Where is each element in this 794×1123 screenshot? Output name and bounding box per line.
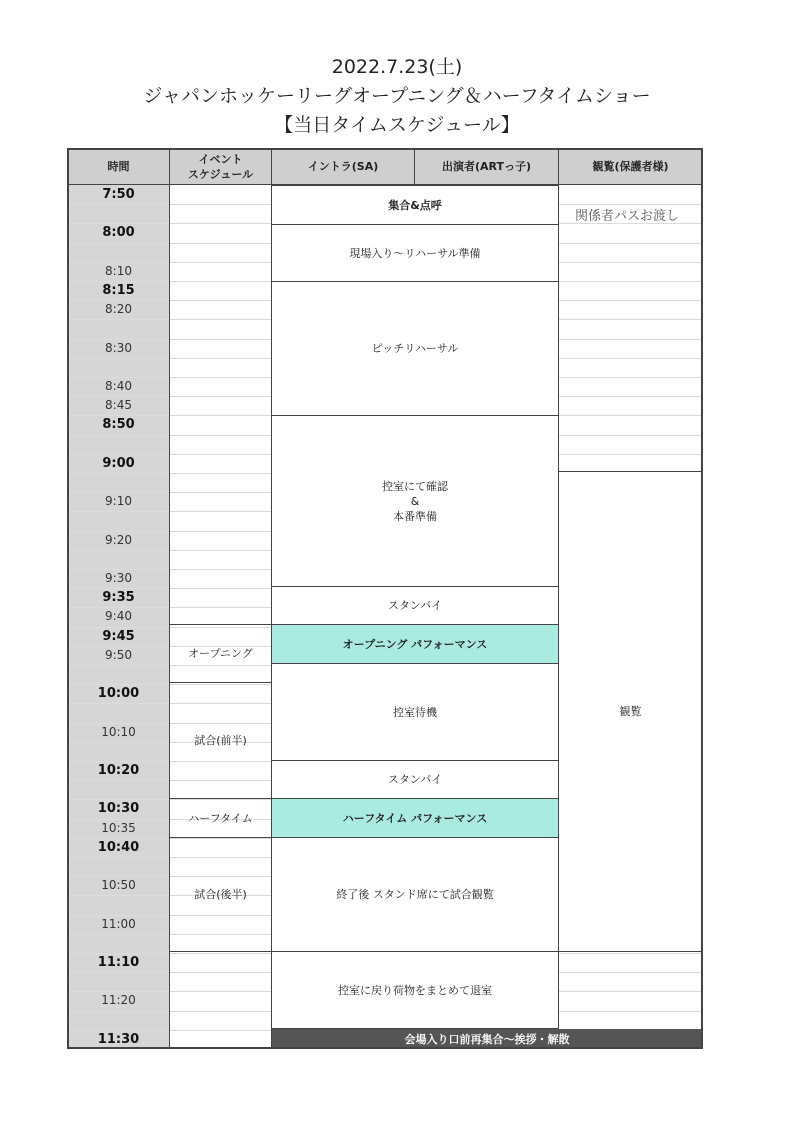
- time-label: 9:30: [105, 571, 132, 585]
- header-performers: 出演者(ARTっ子): [414, 148, 559, 185]
- time-label: 8:15: [102, 283, 135, 298]
- block-standby-1: スタンバイ: [271, 586, 559, 625]
- block-viewing: 観覧: [558, 471, 703, 952]
- pass-handover-note: 関係者パスお渡し: [575, 209, 680, 224]
- time-label: 10:10: [101, 724, 136, 739]
- table-border: [67, 148, 703, 1049]
- time-label: 9:40: [105, 609, 132, 624]
- block-standby-2: スタンバイ: [271, 760, 559, 799]
- time-label: 9:10: [105, 494, 132, 509]
- header-schedule: イベント スケジュール: [169, 148, 272, 185]
- timetable: [67, 148, 703, 1049]
- time-label: 8:45: [105, 398, 132, 413]
- time-label: 11:30: [97, 1031, 140, 1047]
- schedule-subtitle: 【当日タイムスケジュール】: [274, 114, 520, 136]
- schedule-halftime: ハーフタイム: [169, 798, 272, 838]
- header-time: 時間: [67, 148, 170, 185]
- time-label: 8:20: [105, 302, 132, 317]
- time-label: 10:40: [97, 839, 140, 855]
- time-label: 9:00: [102, 455, 135, 471]
- document-date: 2022.7.23(土): [331, 56, 463, 78]
- time-label: 9:50: [105, 647, 132, 662]
- block-enter-rehearsal: 現場入り〜リハーサル準備: [271, 224, 559, 282]
- time-label: 10:00: [97, 686, 140, 702]
- time-label: 9:20: [105, 532, 132, 547]
- time-label: 8:10: [105, 263, 132, 278]
- block-gather: 集合&点呼: [271, 185, 559, 225]
- time-label: 10:50: [101, 878, 136, 893]
- block-opening-performance: オープニング パフォーマンス: [271, 624, 559, 664]
- time-label: 11:20: [101, 993, 136, 1008]
- block-halftime-performance: ハーフタイム パフォーマンス: [271, 798, 559, 838]
- block-return-room: 控室に戻り荷物をまとめて退室: [271, 951, 559, 1029]
- block-confirm-prepare: 控室にて確認 & 本番準備: [271, 415, 559, 587]
- time-label: 8:30: [105, 340, 132, 355]
- schedule-first-half: 試合(前半): [169, 682, 272, 799]
- time-label: 9:35: [102, 590, 135, 606]
- header-intro: イントラ(SA): [271, 148, 415, 185]
- block-final-gather: 会場入り口前再集合〜挨拶・解散: [271, 1029, 703, 1049]
- time-label: 8:00: [102, 225, 135, 241]
- time-label: 7:50: [102, 187, 135, 202]
- time-label: 10:20: [97, 763, 140, 778]
- time-label: 11:00: [101, 916, 136, 931]
- time-label: 10:30: [97, 801, 140, 817]
- time-label: 8:50: [102, 417, 135, 433]
- time-label: 10:35: [101, 820, 136, 835]
- time-label: 9:45: [102, 628, 135, 644]
- schedule-opening: オープニング: [169, 624, 272, 683]
- schedule-second-half: 試合(後半): [169, 837, 272, 952]
- time-label: 11:10: [97, 955, 140, 970]
- block-watch-match: 終了後 スタンド席にて試合観覧: [271, 837, 559, 952]
- block-pitch-rehearsal: ピッチリハーサル: [271, 281, 559, 416]
- event-title: ジャパンホッケーリーグオープニング＆ハーフタイムショー: [143, 85, 651, 107]
- block-waiting-room: 控室待機: [271, 663, 559, 761]
- header-viewing: 観覧(保護者様): [558, 148, 703, 185]
- time-label: 8:40: [105, 379, 132, 393]
